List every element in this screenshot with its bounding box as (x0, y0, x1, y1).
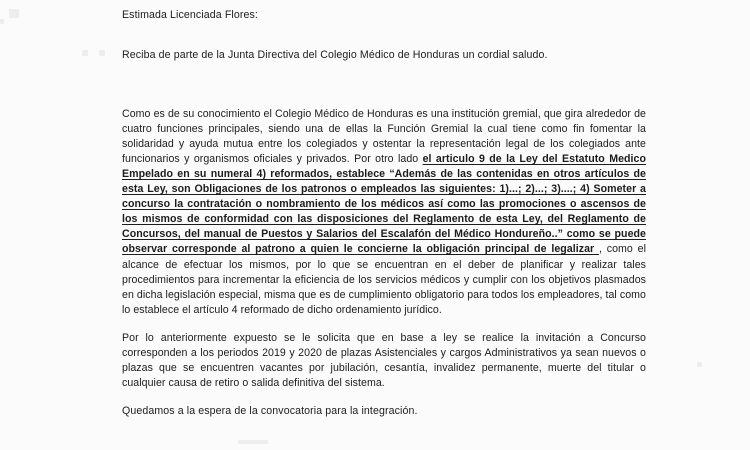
body-paragraph-1 (122, 107, 646, 318)
scan-artifact-speck (0, 19, 4, 24)
scan-artifact-speck (238, 440, 268, 444)
scan-artifact-speck (9, 9, 19, 18)
paragraph-1-lead-text: Como es de su conocimiento el Colegio Médico de Honduras es una institución gremial, que gira alrededor de cuatro funciones principales, siendo una de ellas la Función Gremial la cual tiene como fin fomentar la solidaridad y ayuda mutua entre los colegiados y ostentar la representación legal de los colegiados ante funcionarios y organismos oficiales y privados. Por otro lado (122, 107, 646, 165)
salutation-line: Estimada Licenciada Flores: (122, 9, 258, 21)
closing-line: Quedamos a la espera de la convocatoria para la integración. (122, 405, 418, 417)
body-paragraph-2: Por lo anteriormente expuesto se le solicita que en base a ley se realice la invitación a Concurso corresponden a los periodos 2019 y 2020 de plazas Asistenciales y cargos Administrativos ya sean nuevos o plazas que se encuentren vacantes por jubilación, cesantía, invalidez permanente, muerte del titular o cualquier causa de retiro o salida definitiva del sistema. (122, 331, 646, 389)
quoted-law-emphasis: el articulo 9 de la Ley del Estatuto Medico Empelado en su numeral 4) reformados, establece “Además de las contenidas en otros artículos de esta Ley, son Obligaciones de los patronos o empleados las siguientes: 1)...; 2)...; 3)....; 4) Someter a concurso la contratación o nombramiento de los médicos así como las promociones o ascensos de los mismos de conformidad con las disposiciones del Reglamento de esta Ley, del Reglamento de Concursos, del manual de Puestos y Salarios del Escalafón del Médico Hondureño..” como se puede observar corresponde al patrono a quien le concierne la obligación principal de legalizar (122, 152, 646, 256)
scan-artifact-speck (99, 50, 105, 56)
scan-artifact-speck (82, 50, 88, 56)
greeting-line: Reciba de parte de la Junta Directiva del Colegio Médico de Honduras un cordial saludo. (122, 49, 548, 61)
paragraph-1-tail-text: , como el alcance de efectuar los mismos, por lo que se encuentran en el deber de planificar y realizar tales procedimientos para incrementar la eficiencia de los servicios médicos y cumplir con los objetivos plasmados en dicha legislación especial, misma que es de cumplimiento obligatorio para todos los empleadores, tal como lo establece el artículo 4 reformado de dicho ordenamiento jurídico. (122, 243, 646, 316)
scan-artifact-speck (697, 362, 702, 367)
